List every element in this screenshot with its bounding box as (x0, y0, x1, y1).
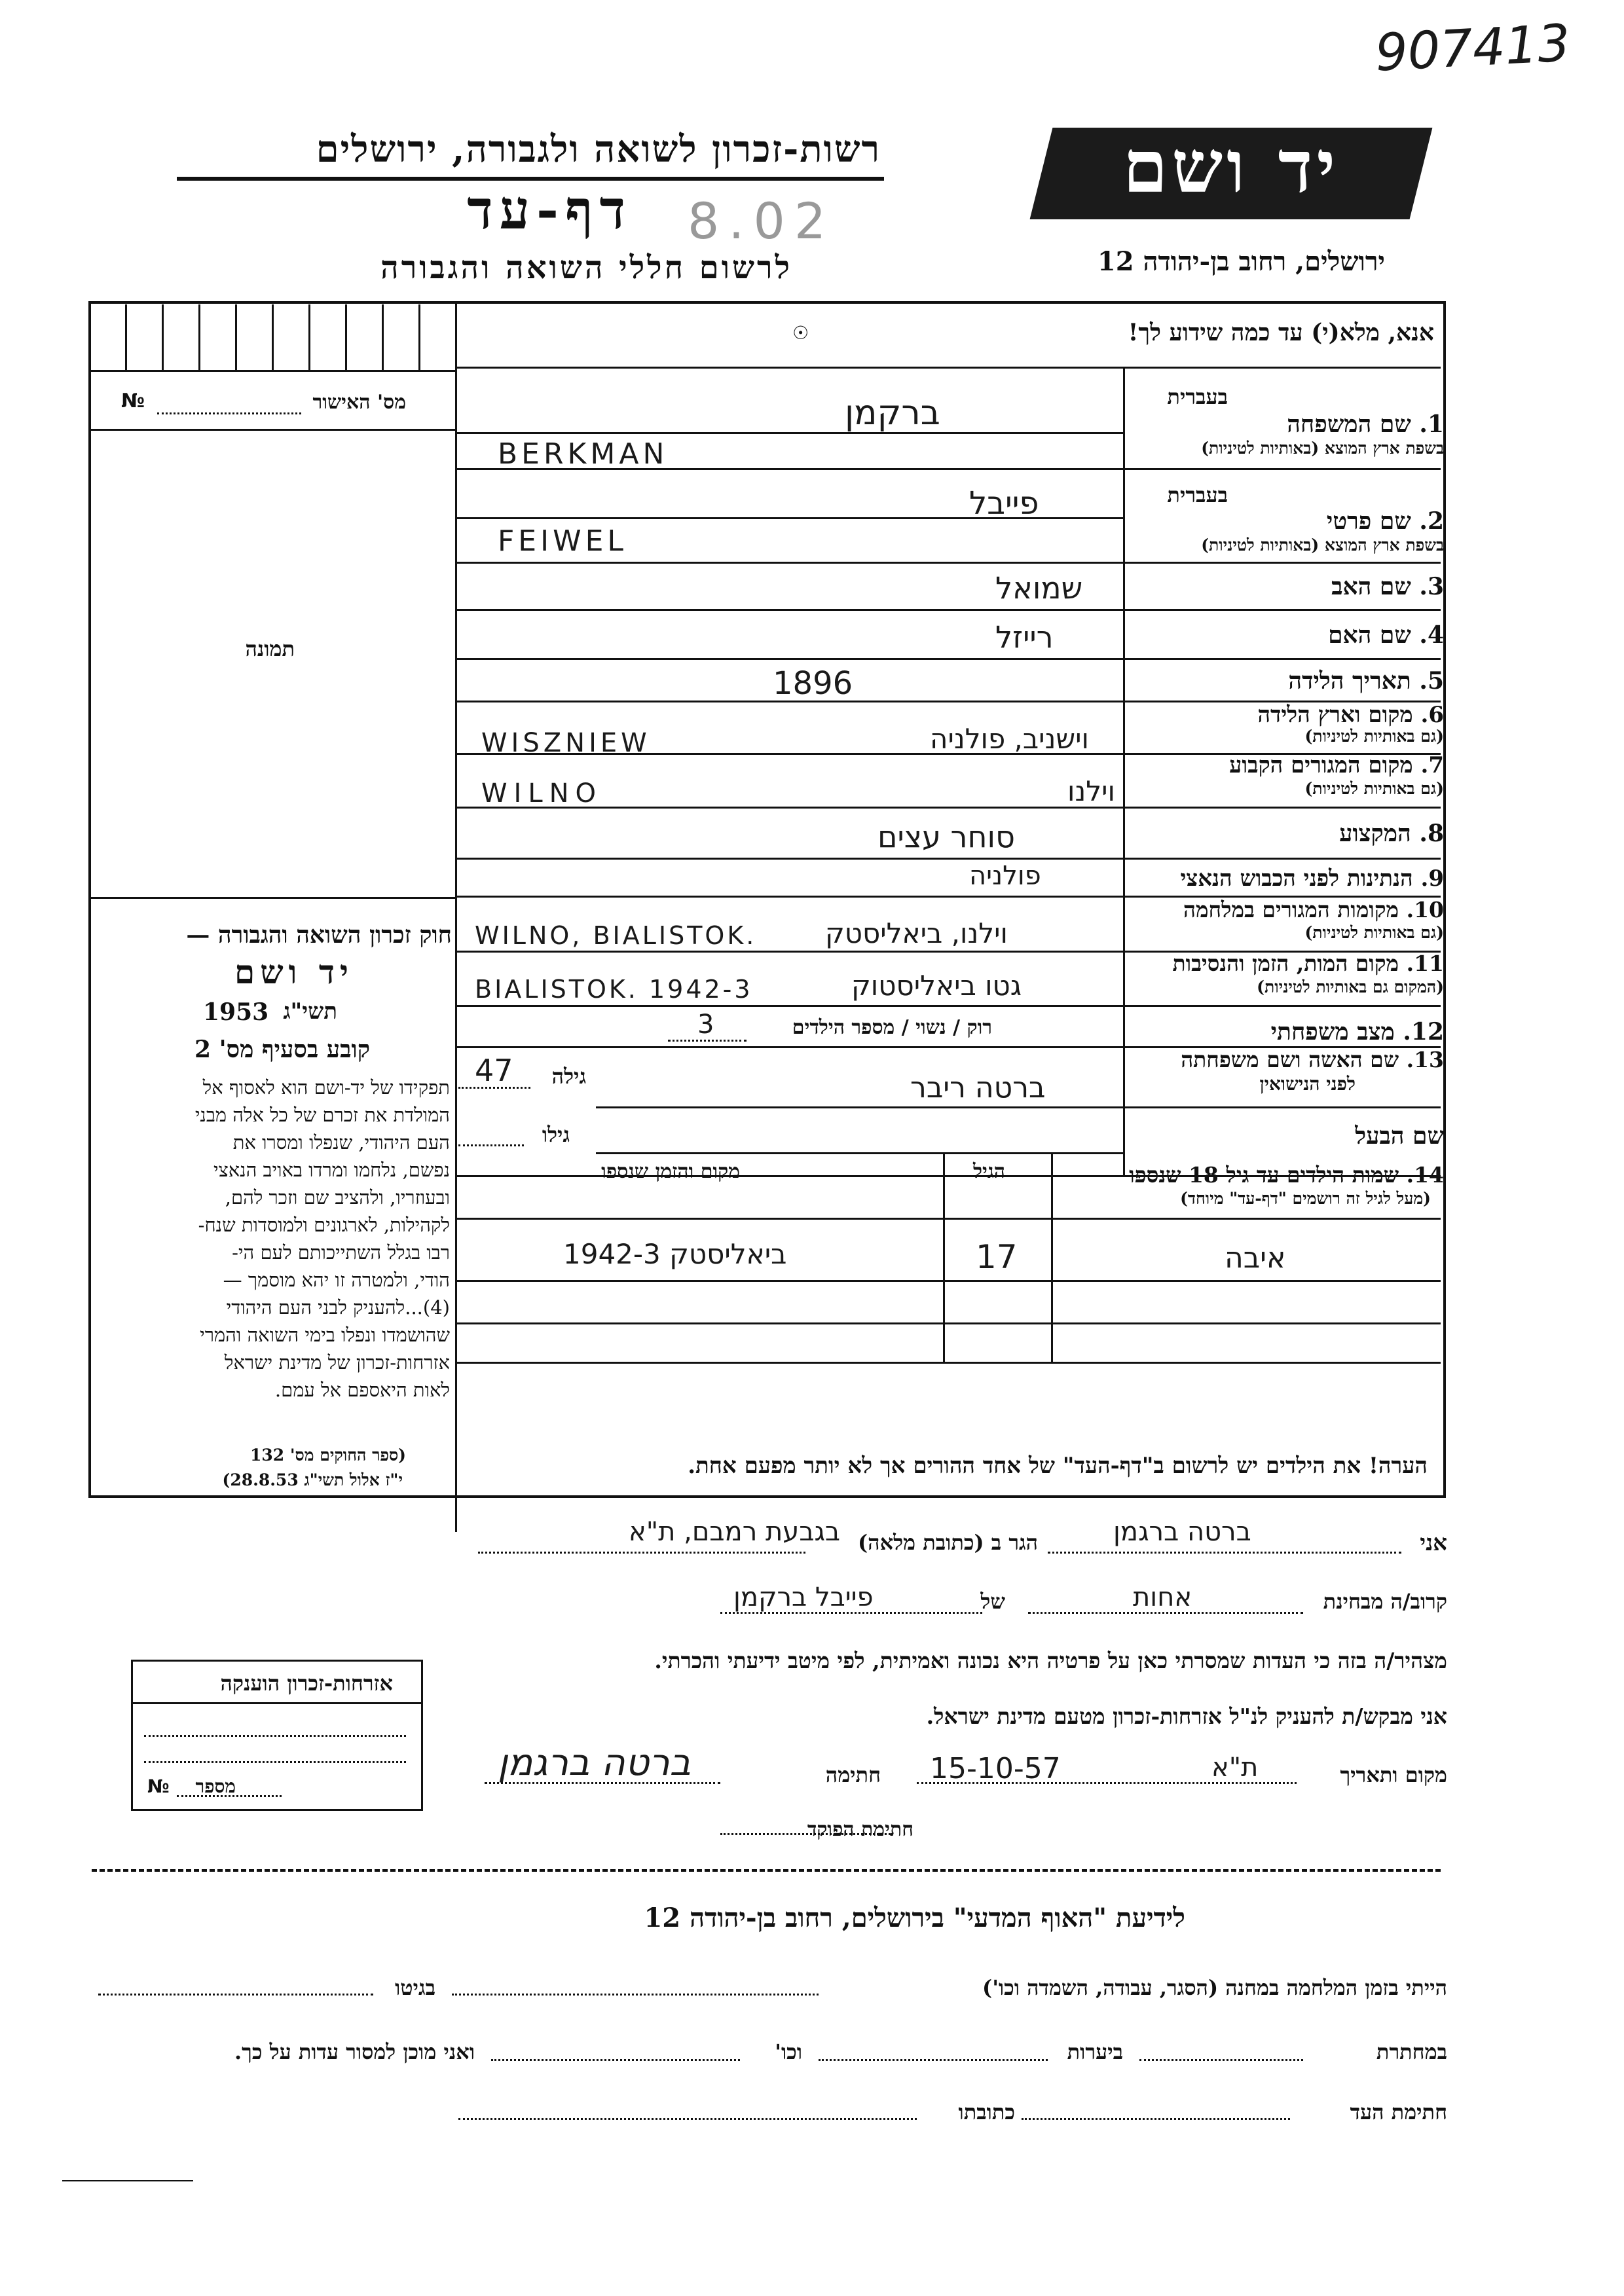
children-header-line (455, 1218, 1441, 1220)
children-row-3-line (455, 1362, 1441, 1364)
field-8-line (455, 858, 1441, 860)
field-9-num: 9. (1420, 866, 1444, 892)
law-line: הודי, ולמטרה זו יהא מוסמך — (223, 1269, 450, 1291)
bottom-line2-a: במחתרת (1376, 2039, 1447, 2064)
field-8-label (1339, 822, 1444, 845)
field-12-num: 12. (1403, 1018, 1444, 1046)
decl-i-label: אני (1420, 1530, 1447, 1556)
bottom-line1-fill (452, 1994, 819, 1995)
law-line: רבו בגלל השתייכותם לעם הי- (232, 1241, 450, 1264)
citizenship-box-line-2 (144, 1761, 406, 1763)
law-line: (4)...להעניק לבני העם היהודי (226, 1296, 450, 1319)
field-6-label (1257, 704, 1444, 726)
law-line: שהושמדו ונפלו בימי השואה והמרי (200, 1324, 450, 1346)
decl-of-label: של (980, 1589, 1005, 1614)
field-10-num: 10. (1406, 897, 1444, 922)
field-12-children-line (668, 1040, 747, 1042)
field-7-sub: (גם באותיות לטיניות) (1304, 779, 1444, 798)
field-10-label (1183, 899, 1444, 920)
children-sub: (מעל לגיל זה רושמים "דף-עד" מיוחד) (1180, 1189, 1431, 1208)
field-8-value: סוחר עצים (877, 819, 1015, 854)
bottom-line3-a: חתימת העד (1350, 2100, 1447, 2124)
field-7-label-text: מקום המגורים הקבוע (1229, 752, 1413, 778)
field-11-hebrew-value: גטו ביאליסטוק (851, 970, 1022, 1002)
law-name: יד ושם (234, 953, 354, 991)
field-11-label-text: מקום המות, הזמן והנסיבות (1172, 951, 1399, 976)
instruction-line (455, 367, 1441, 369)
field-1-line (455, 468, 1441, 470)
field-8-num: 8. (1419, 820, 1444, 847)
decl-place-date-label: מקום ותאריך (1340, 1762, 1447, 1787)
field-7-num: 7. (1420, 752, 1444, 778)
law-line: לאות היאספם אל עמם. (274, 1379, 450, 1401)
bottom-line1-b: בגיטו (395, 1975, 435, 2000)
field-3-num: 3. (1419, 573, 1444, 600)
bottom-line2-b: ביערות (1067, 2039, 1123, 2064)
law-line: לקהילות, לארגונים ולמוסדות שנח- (198, 1214, 450, 1236)
col-age-header: הגיל (972, 1160, 1005, 1183)
child-name: איבה (1225, 1241, 1286, 1275)
field-7-label (1229, 754, 1444, 776)
field-11-label (1173, 953, 1444, 974)
field-10-hebrew-value: וילנו, ביאליסטק (825, 917, 1008, 949)
decl-living-line (478, 1552, 805, 1554)
decl-relative-line (1028, 1612, 1303, 1614)
archive-number: 907413 (1373, 14, 1572, 83)
law-line: ובעוזריו, ולהציב שם וזכר להם, (225, 1186, 450, 1209)
bottom-title: לידיעת "האוף המדעי" בירושלים, רחוב בן-יהודה 12 (644, 1903, 1185, 1933)
receipt-divider (88, 429, 455, 431)
field-2-num: 2. (1419, 507, 1444, 535)
field-10-sub: (גם באותיות לטיניות) (1304, 923, 1444, 942)
law-ref1: (ספר החוקים מס' 132 (249, 1446, 406, 1465)
field-3-line (455, 609, 1441, 611)
field-1-num: 1. (1419, 410, 1444, 438)
law-line: תפקידו של יד-ושם הוא לאסוף אל (202, 1076, 450, 1099)
field-2-latin-value: FEIWEL (498, 524, 627, 558)
field-13-value: ברטה ריבר (910, 1071, 1046, 1104)
field-13-label (1181, 1049, 1444, 1070)
bottom-line2-c: וכו' (775, 2039, 802, 2064)
bottom-line2-d: ואני מוכן למסור עדות על כך. (234, 2039, 475, 2064)
decl-place-date-line (917, 1782, 1297, 1784)
decl-relative-value: אחות (1133, 1582, 1192, 1613)
children-label (1129, 1164, 1444, 1186)
field-10-label-text: מקומות המגורים במלחמה (1183, 897, 1399, 922)
husband-age-label: גילו (542, 1122, 570, 1147)
form-bottom-line (458, 1496, 1441, 1498)
children-col-divider-2 (943, 1152, 945, 1362)
field-2-heb-tag: בעברית (1167, 483, 1228, 507)
law-line: אזרחות-זכרון של מדינת ישראל (224, 1351, 450, 1374)
field-12-label (1271, 1020, 1444, 1044)
field-1-sub: בשפת ארץ המוצא (באותיות לטיניות) (1201, 439, 1444, 458)
left-panel-divider (455, 301, 457, 1532)
field-13-value-line (596, 1106, 1123, 1108)
law-line: נפשם, נלחמו ומרדו באויב הנאצי (213, 1159, 450, 1181)
field-2-label-text: שם פרטי (1326, 507, 1411, 535)
field-13-line (1123, 1106, 1441, 1108)
law-year-heb: תשי"ג (283, 998, 337, 1025)
law-line: המולדת את זכרם של כל אלה מבני (194, 1104, 450, 1126)
field-1-heb-line (455, 432, 1123, 434)
field-5-label-text: תאריך הלידה (1288, 667, 1411, 695)
field-2-heb-line (455, 517, 1123, 519)
citizenship-box-number-line (177, 1795, 282, 1797)
field-2-label (1327, 509, 1444, 533)
address: ירושלים, רחוב בן-יהודה 12 (1097, 246, 1385, 277)
field-1-label (1287, 412, 1444, 436)
field-7-line (455, 807, 1441, 809)
decl-official-sig-label: חתימת הפוקד (807, 1818, 913, 1841)
receipt-no-sign: № (121, 390, 145, 412)
husband-age-line (458, 1144, 524, 1146)
field-3-label-text: שם האב (1331, 573, 1411, 600)
field-6-num: 6. (1420, 702, 1444, 728)
field-5-value: 1896 (773, 665, 853, 702)
law-section: קובע בסעיף מס' 2 (194, 1036, 370, 1063)
field-11-sub: (המקום גם באותיות לטיניות) (1257, 977, 1444, 996)
children-label-text: שמות הילדים עד גיל 18 שנספו (1129, 1162, 1399, 1188)
decl-request-text: אני מבקש/ת להעניק לנ"ל אזרחות-זכרון מטעם מדינת ישראל. (926, 1704, 1447, 1729)
section-separator (92, 1869, 1441, 1872)
photo-label: תמונה (245, 636, 295, 661)
field-6-hebrew-value: וישניב, פולניה (930, 723, 1089, 755)
decl-official-sig-line (720, 1833, 891, 1835)
receipt-no-label: מס' האישור (312, 391, 406, 414)
receipt-number-boxes (88, 304, 455, 370)
field-12-children: 3 (697, 1010, 714, 1040)
decl-of-value: פייבל ברקמן (733, 1582, 874, 1613)
field-12-options: רוק / נשוי / מספר הילדים (792, 1016, 992, 1039)
children-row-2-line (455, 1322, 1441, 1324)
law-title: חוק זכרון השואה והגבורה — (186, 921, 452, 949)
field-7-latin-value: WILNO (481, 778, 603, 809)
husband-line (596, 1152, 1123, 1154)
field-13-age-value: 47 (475, 1053, 513, 1088)
field-11-line (455, 1005, 1441, 1007)
field-6-label-text: מקום וארץ הלידה (1257, 702, 1413, 728)
bottom-line2-fill-2 (819, 2059, 1048, 2061)
citizenship-box-title: אזרחות-זכרון הוענקה (220, 1671, 393, 1696)
field-4-line (455, 658, 1441, 660)
decl-i-value: ברטה ברגמן (1113, 1517, 1251, 1547)
field-2-sub: בשפת ארץ המוצא (באותיות לטיניות) (1201, 536, 1444, 555)
decl-i-line (1048, 1552, 1401, 1554)
note: הערה! את הילדים יש לרשום ב"דף-העד" של אחד ההורים אך לא יותר מפעם אחת. (688, 1453, 1428, 1479)
field-13-age-label: גילה (551, 1064, 586, 1089)
received-stamp: 8.02 (688, 192, 836, 250)
decl-declare-text: מצהיר/ה בזה כי העדות שמסרתי כאן על פרטיה היא נכונה ואמיתית, לפי מיטב ידיעתי והכרתי. (654, 1648, 1447, 1673)
field-3-label (1331, 575, 1444, 598)
law-year: 1953 (203, 998, 269, 1026)
field-6-sub: (גם באותיות לטיניות) (1304, 727, 1444, 746)
field-4-value: רייזל (995, 619, 1054, 655)
decl-signature-line (485, 1782, 720, 1784)
decl-living-label: הגר ב (כתובת מלאה) (858, 1530, 1038, 1555)
field-9-label-text: הנתינות לפני הכבוש הנאצי (1180, 866, 1413, 892)
form-subtitle: לרשום חללי השואה והגבורה (380, 249, 792, 286)
citizenship-box-header-line (131, 1702, 423, 1704)
field-6-latin-value: WISZNIEW (481, 728, 651, 758)
field-8-label-text: המקצוע (1339, 820, 1411, 847)
field-5-label (1288, 669, 1444, 693)
decl-of-line (720, 1612, 982, 1614)
small-mark: ☉ (792, 322, 809, 344)
husband-label: שם הבעל (1355, 1122, 1444, 1150)
field-1-latin-value: BERKMAN (498, 437, 669, 471)
field-4-label-text: שם האם (1328, 621, 1411, 649)
field-13-age-line (458, 1087, 530, 1089)
field-10-latin-value: WILNO, BIALISTOK. (475, 921, 757, 950)
citizenship-box-number-label: מספר (195, 1776, 236, 1797)
bottom-line1-a: הייתי בזמן המלחמה במחנה (הסגר, עבודה, השמדה וכו') (982, 1975, 1447, 2000)
receipt-boxes-bottom (88, 370, 455, 372)
decl-date-value: 15-10-57 (930, 1752, 1061, 1785)
field-4-label (1328, 623, 1444, 647)
col-place-header: מקום והזמן שנספו (601, 1160, 740, 1183)
form-title: דף-עד (467, 179, 632, 242)
field-5-num: 5. (1419, 667, 1444, 695)
decl-signature-label: חתימה (825, 1762, 881, 1787)
field-13-num: 13. (1406, 1047, 1444, 1072)
label-column-divider (1123, 367, 1125, 1175)
bottom-line1-end (98, 1994, 373, 1995)
field-9-value: פולניה (969, 861, 1041, 891)
field-1-heb-tag: בעברית (1167, 384, 1228, 409)
citizenship-box-line-1 (144, 1735, 406, 1737)
bottom-line2-fill-3 (491, 2059, 740, 2061)
field-12-label-text: מצב משפחתי (1270, 1018, 1395, 1046)
child-age: 17 (976, 1238, 1018, 1276)
field-2-line (455, 562, 1441, 564)
law-line: העם היהודי, שנפלו ומסרו את (232, 1131, 450, 1154)
decl-place-value: ת"א (1211, 1753, 1259, 1783)
authority-name: רשות-זכרון לשואה ולגבורה, ירושלים (316, 128, 881, 171)
photo-divider (88, 897, 455, 899)
field-1-label-text: שם המשפחה (1287, 410, 1411, 438)
field-3-value: שמואל (995, 570, 1083, 606)
citizenship-box-no-sign: № (147, 1776, 170, 1797)
children-num: 14. (1406, 1162, 1444, 1188)
bottom-line3-fill-2 (458, 2118, 917, 2120)
law-ref2: י"ז אלול תשי"ג 28.8.53) (222, 1470, 403, 1489)
bottom-line3-b: כתובתו (958, 2100, 1015, 2124)
children-row-1-line (455, 1280, 1441, 1282)
field-13-label-text: שם האשה ושם משפחתה (1181, 1047, 1399, 1072)
children-col-divider-1 (1051, 1152, 1053, 1362)
law-text (93, 1074, 450, 1404)
field-1-hebrew-value: ברקמן (845, 393, 940, 433)
bottom-short-rule (62, 2180, 193, 2181)
bottom-line3-fill-1 (1022, 2118, 1290, 2120)
field-9-label (1181, 867, 1445, 890)
field-11-latin-value: BIALISTOK. 1942-3 (475, 975, 753, 1004)
child-place: ביאליסטק 1942-3 (563, 1238, 787, 1270)
instruction: אנא, מלא(י) עד כמה שידוע לך! (1128, 319, 1434, 346)
field-11-num: 11. (1406, 951, 1444, 976)
decl-signature-value: ברטה ברגמן (498, 1741, 692, 1784)
decl-relative-label: קרוב/ה מבחינת (1323, 1589, 1447, 1614)
bottom-line2-fill-1 (1139, 2059, 1303, 2061)
logo-text: יד ושם (1122, 124, 1340, 209)
field-2-hebrew-value: פייבל (969, 485, 1039, 522)
field-4-num: 4. (1419, 621, 1444, 649)
field-13-sub: לפני הנישואין (1259, 1073, 1356, 1095)
receipt-no-line (157, 412, 301, 414)
decl-living-value: בגבעת רמבם, ת"א (629, 1517, 841, 1547)
field-7-hebrew-value: וילנו (1067, 775, 1115, 807)
